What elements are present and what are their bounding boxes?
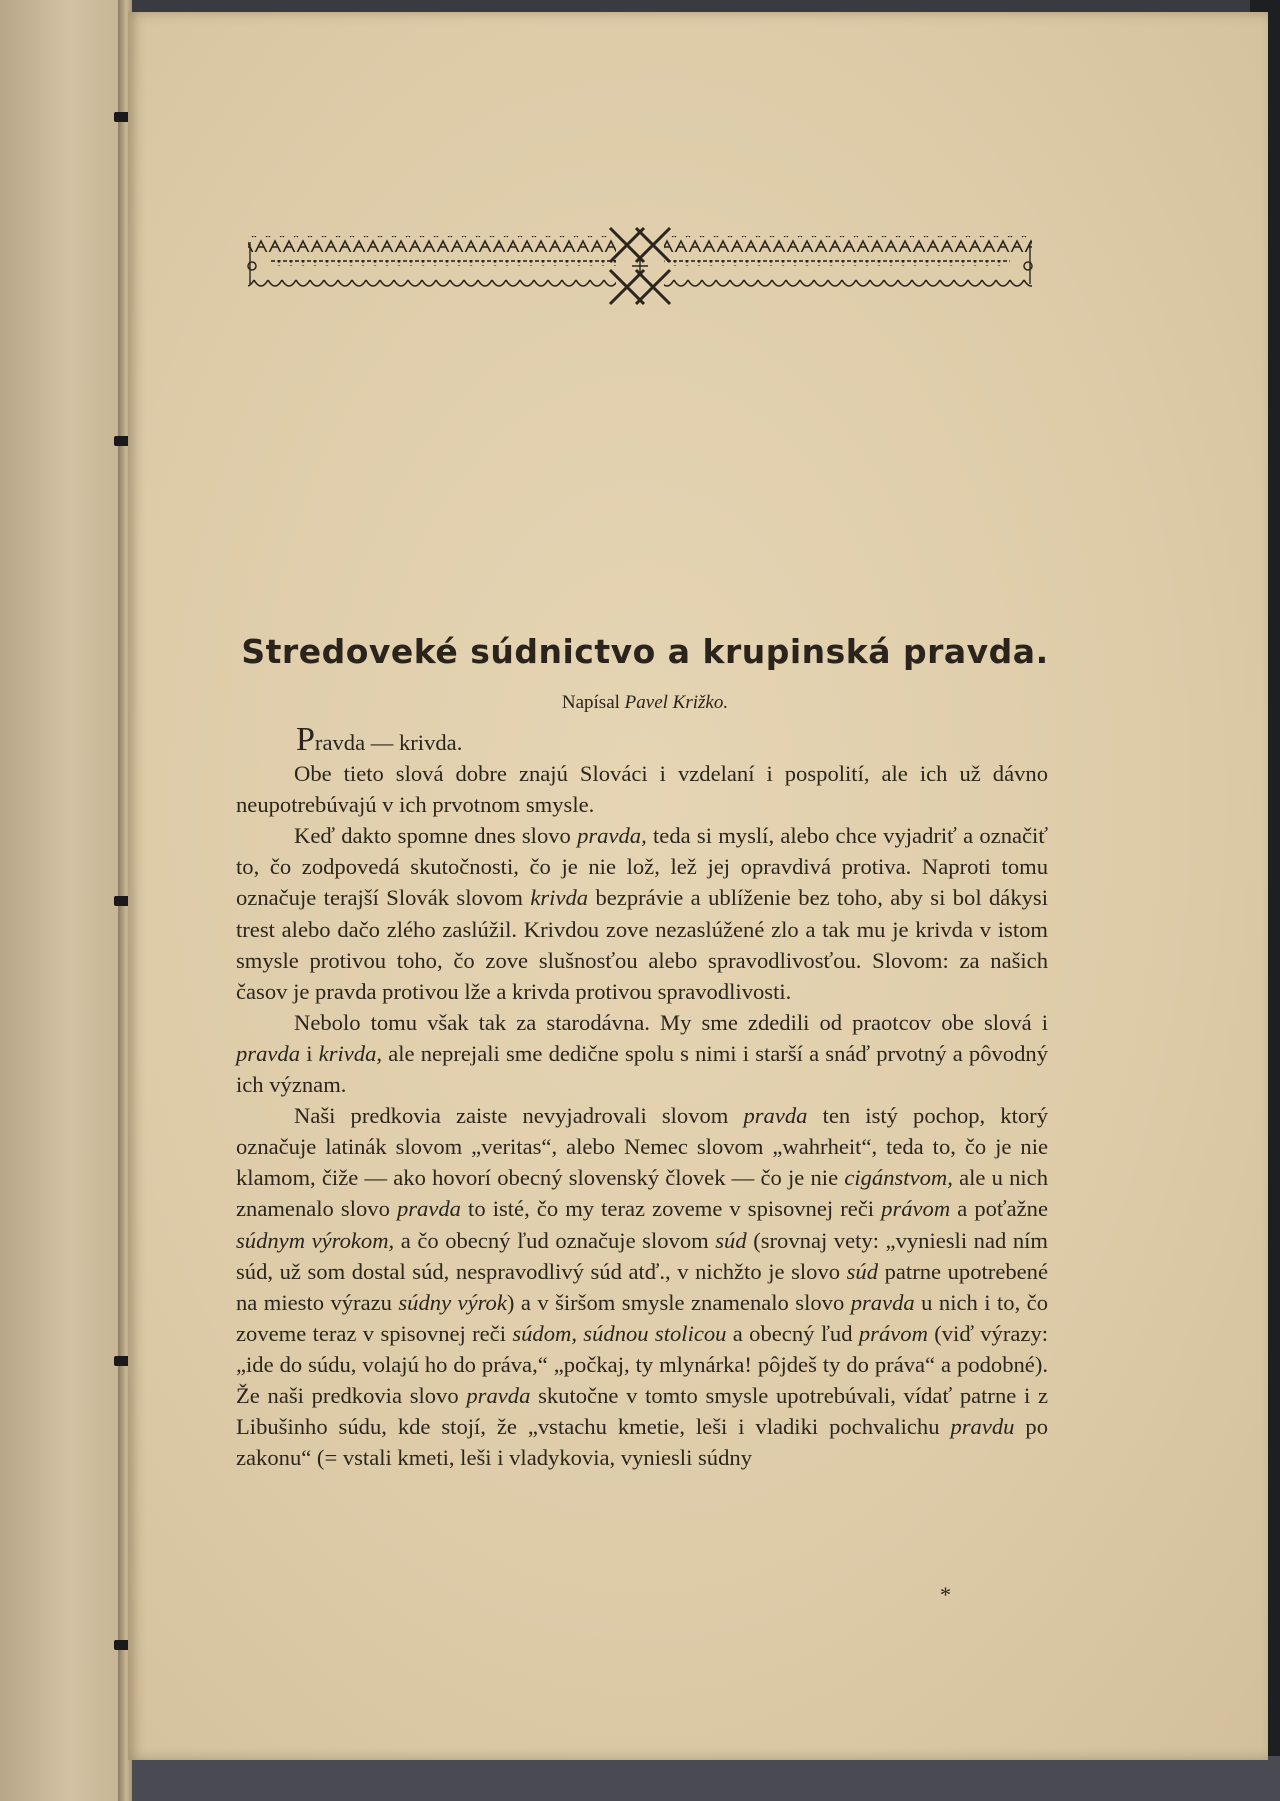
italic-run: súdny výrok: [398, 1289, 507, 1315]
text-run: skutočne v tomto smysle upotrebúvali, vídať patrne i z Libušinho súdu, kde stojí, že „vstachu kmetie, leši i vladiki pochvalichu: [236, 1382, 1048, 1440]
text-run: ) a v širšom smysle znamenalo slovo: [506, 1289, 851, 1315]
text-run: Nebolo tomu však tak za starodávna. My sme zdedili od praotcov obe slová i: [294, 1009, 1048, 1035]
italic-run: súdom, súdnou stolicou: [512, 1320, 727, 1346]
italic-run: cigánstvom,: [844, 1165, 953, 1191]
italic-run: pravdu: [950, 1414, 1015, 1440]
text-run: po zakonu“ (= vstali kmeti, leši i vladykovia, vyniesli súdny: [236, 1414, 1048, 1471]
signature-mark: *: [940, 1582, 951, 1607]
italic-run: právom: [858, 1320, 928, 1346]
text-run: a čo obecný ľud označuje slovom: [394, 1227, 716, 1253]
text-run: to isté, čo my teraz zoveme v spisovnej reči: [460, 1196, 882, 1222]
facing-page-edge: [0, 0, 128, 1801]
italic-run: súd: [846, 1258, 879, 1284]
italic-run: súd: [715, 1227, 747, 1253]
byline-prefix: Napísal: [561, 692, 620, 713]
lead-line: [236, 721, 1048, 758]
byline: [240, 692, 1050, 714]
italic-run: právom: [881, 1196, 951, 1222]
text-run: teda si myslí, alebo chce vyjadriť a označiť to, čo zodpovedá skutočnosti, čo je nie lož, lež jej opravdivá protiva. Naproti tomu označuje terajší Slovák slovom: [236, 823, 1048, 911]
text-run: ale u nich znamenalo slovo: [236, 1165, 1048, 1222]
italic-run: pravda: [396, 1196, 461, 1222]
italic-run: pravda,: [577, 823, 647, 849]
article-title: Stredoveké súdnictvo a krupinská pravda.: [241, 632, 1049, 671]
text-run: patrne upotrebené na miesto výrazu: [236, 1258, 1048, 1315]
italic-run: pravda: [850, 1289, 915, 1315]
italic-run: pravda: [466, 1382, 531, 1408]
lead-rest: ravda — krivda.: [314, 730, 463, 755]
paragraph: [236, 820, 1048, 1007]
decorative-ornament-border: [240, 222, 1040, 310]
author-name: Pavel Križko.: [624, 692, 729, 713]
text-run: Obe tieto slová dobre znajú Slováci i vzdelaní i pospolití, ale ich už dávno neupotrebúvajú v ich prvotnom smysle.: [236, 761, 1048, 818]
text-run: i: [300, 1040, 319, 1066]
text-run: Naši predkovia zaiste nevyjadrovali slovom: [294, 1103, 744, 1129]
italic-run: súdnym výrokom,: [236, 1227, 395, 1253]
lead-initial: P: [296, 721, 315, 758]
paragraph: [236, 1100, 1048, 1473]
italic-run: pravda: [743, 1103, 808, 1129]
italic-run: krivda,: [318, 1040, 383, 1066]
backdrop-bottom: [0, 1756, 1280, 1801]
text-run: (srovnaj vety: „vyniesli nad ním súd, už som dostal súd, nespravodlivý súd atď., v nichžto je slovo: [236, 1227, 1048, 1284]
paragraph: [236, 1007, 1048, 1100]
text-run: (viď výrazy: „ide do súdu, volajú ho do práva,“ „počkaj, ty mlynárka! pôjdeš ty do práva“ a podobné). Že naši predkovia slovo: [236, 1320, 1049, 1408]
text-run: a obecný ľud: [726, 1320, 859, 1346]
text-run: bezprávie a ublíženie bez toho, aby si bol dákysi trest alebo dačo zlého zaslúžil. Krivdou zove nezaslúžené zlo a tak mu je krivda v istom smysle protivou toho, čo zove slušnosťou alebo spravodlivosťou. Slovom: za našich časov je pravda protivou lže a krivda protivou spravodlivosti.: [236, 885, 1048, 1004]
paragraph-list: [236, 758, 1048, 1473]
article-body: [236, 721, 1049, 1473]
italic-run: krivda: [530, 885, 589, 911]
text-run: ale neprejali sme dedične spolu s nimi i starší a snáď prvotný a pôvodný ich význam.: [236, 1040, 1048, 1098]
paragraph: [236, 758, 1048, 820]
text-run: a poťažne: [950, 1196, 1048, 1222]
text-run: Keď dakto spomne dnes slovo: [294, 823, 578, 849]
italic-run: pravda: [236, 1040, 301, 1066]
text-run: ten istý pochop, ktorý označuje latinák slovom „veritas“, alebo Nemec slovom „wahrheit“, teda to, čo je nie klamom, čiže — ako hovorí obecný slovenský človek — čo je nie: [236, 1103, 1048, 1191]
text-run: u nich i to, čo zoveme teraz v spisovnej reči: [236, 1289, 1048, 1346]
